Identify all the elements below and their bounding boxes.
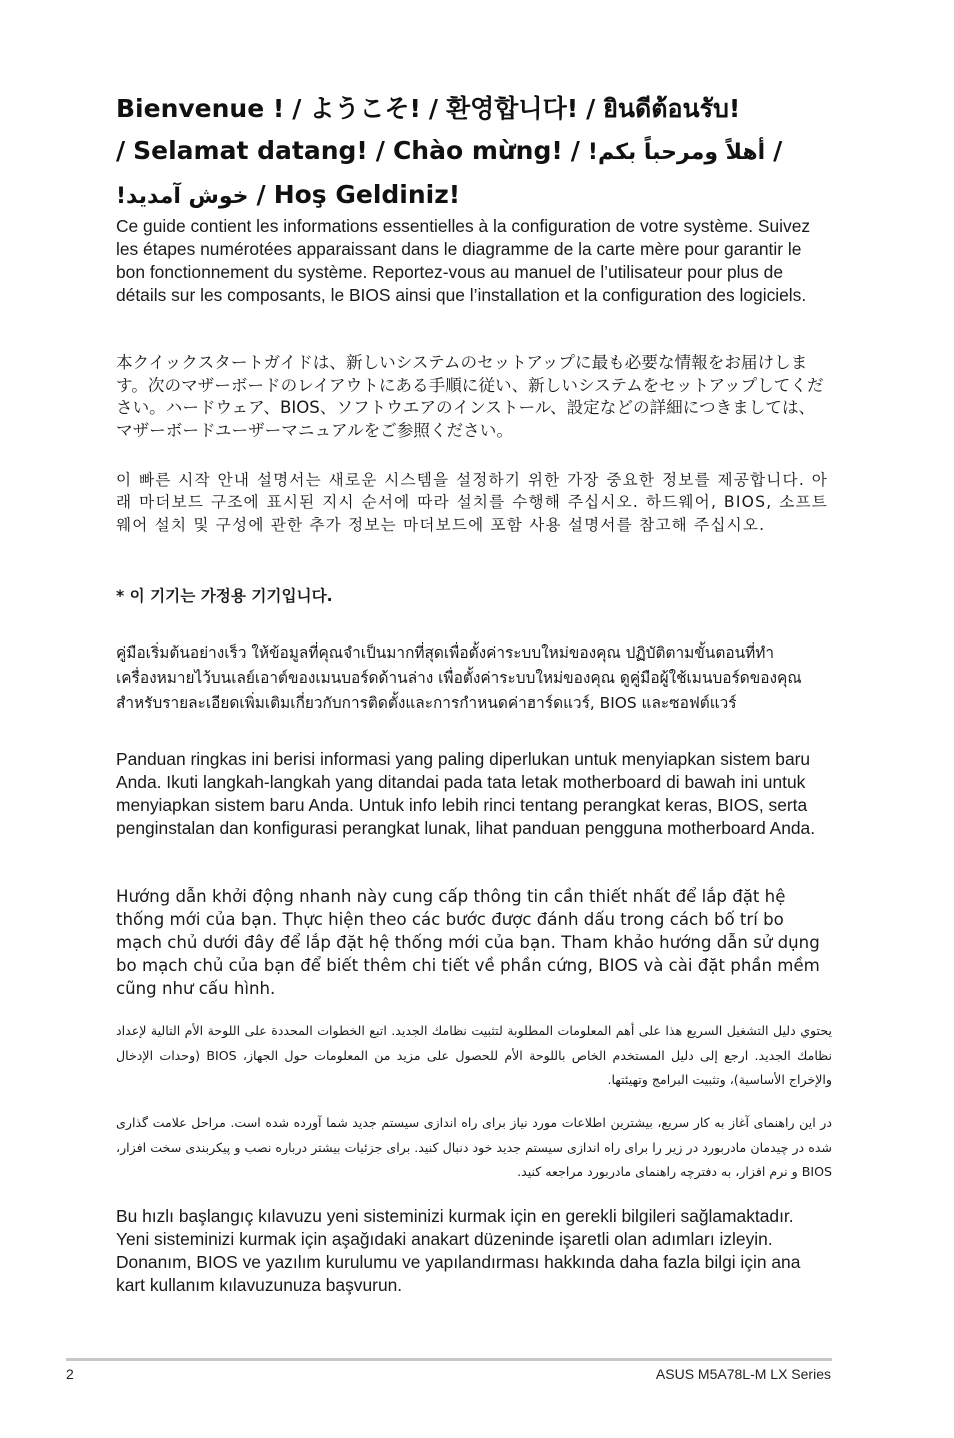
title-vietnamese: Chào mừng! — [392, 136, 563, 165]
title-japanese: ようこそ! — [309, 94, 421, 123]
title-french: Bienvenue ! — [116, 94, 285, 123]
title-separator: / — [292, 94, 302, 123]
page-number: 2 — [66, 1366, 74, 1382]
paragraph-indonesian: Panduan ringkas ini berisi informasi yang paling diperlukan untuk menyiapkan sistem baru Anda. Ikuti langkah-langkah yang ditandai pada tata letak motherboard di bawah ini untuk menyiapkan sistem baru Anda. Untuk info lebih rinci tentang perangkat keras, BIOS, serta penginstalan dan konfigurasi perangkat lunak, lihat panduan pengguna motherboard Anda. — [116, 749, 816, 838]
welcome-title — [116, 88, 836, 218]
title-separator: / — [256, 180, 266, 209]
title-persian: خوش آمدید! — [116, 184, 249, 209]
korean-notice: * 이 기기는 가정용 기기입니다. — [116, 587, 333, 605]
title-separator: / — [586, 94, 596, 123]
paragraph-thai: คู่มือเริ่มต้นอย่างเร็ว ให้ข้อมูลที่คุณจำเป็นมากที่สุดเพื่อตั้งค่าระบบใหม่ของคุณ ปฏิบัติตามขั้นตอนที่ทำเครื่องหมายไว้บนเลย์เอาต์ของเมนบอร์ดด้านล่าง เพื่อตั้งค่าระบบใหม่ของคุณ ดูคู่มือผู้ใช้เมนบอร์ดของคุณสำหรับรายละเอียดเพิ่มเติมเกี่ยวกับการติดตั้งและการกำหนดค่าฮาร์ดแวร์, BIOS และซอฟต์แวร์ — [116, 644, 802, 712]
paragraph-french: Ce guide contient les informations essentielles à la configuration de votre système. Suivez les étapes numérotées apparaissant dans le diagramme de la carte mère pour garantir le bon fonctionnement du système. Reportez-vous au manuel de l’utilisateur pour plus de détails sur les composants, le BIOS ainsi que l’installation et la configuration des logiciels. — [116, 216, 811, 305]
paragraph-japanese: 本クイックスタートガイドは、新しいシステムのセットアップに最も必要な情報をお届けします。次のマザーボードのレイアウトにある手順に従い、新しいシステムをセットアップしてください。ハードウェア、BIOS、ソフトウエアのインストール、設定などの詳細につきましては、マザーボードユーザーマニュアルをご参照ください。 — [116, 353, 824, 440]
product-series: ASUS M5A78L-M LX Series — [655, 1366, 831, 1382]
title-indonesian: Selamat datang! — [133, 136, 368, 165]
footer-divider — [66, 1358, 832, 1361]
title-separator: / — [375, 136, 385, 165]
paragraph-korean: 이 빠른 시작 안내 설명서는 새로운 시스템을 설정하기 위한 가장 중요한 정보를 제공합니다. 아래 마더보드 구조에 표시된 지시 순서에 따라 설치를 수행해 주십시오. 하드웨어, BIOS, 소프트웨어 설치 및 구성에 관한 추가 정보는 마더보드에 포함 사용 설명서를 참고해 주십시오. — [116, 471, 828, 534]
paragraph-turkish: Bu hızlı başlangıç kılavuzu yeni sisteminizi kurmak için en gerekli bilgileri sağlamaktadır. Yeni sisteminizi kurmak için aşağıdaki anakart düzeninde işaretli olan adımları izleyin. Donanım, BIOS ve yazılım kurulumu ve yapılandırması hakkında daha fazla bilgi için ana kart kullanım kılavuzunuza başvurun. — [116, 1206, 801, 1295]
title-korean: 환영합니다! — [445, 94, 579, 123]
paragraph-arabic: يحتوي دليل التشغيل السريع هذا على أهم المعلومات المطلوبة لتثبيت نظامك الجديد. اتبع الخطوات المحددة على اللوحة الأم التالية لإعداد نظامك الجديد. ارجع إلى دليل المستخدم الخاص باللوحة الأم للحصول على مزيد من المعلومات حول الجهاز، BIOS (وحدات الإدخال والإخراج الأساسية)، وتثبيت البرامج وتهيئتها. — [116, 1023, 832, 1087]
title-separator: / — [428, 94, 438, 123]
title-separator: / — [570, 136, 580, 165]
paragraph-persian: در این راهنمای آغاز به کار سریع، بیشترین اطلاعات مورد نیاز برای راه اندازی سیستم جدید شما آورده شده است. مراحل علامت گذاری شده در چیدمان مادربورد در زیر را برای راه اندازی سیستم جدید خود دنبال کنید. برای جزئیات بیشتر درباره نصب و پیکربندی سخت افزار، BIOS و نرم افزار، به دفترچه راهنمای مادربورد مراجعه کنید. — [116, 1115, 832, 1179]
title-arabic: أهلاً ومرحباً بكم! — [587, 140, 766, 165]
paragraph-vietnamese: Hướng dẫn khởi động nhanh này cung cấp thông tin cần thiết nhất để lắp đặt hệ thống mới của bạn. Thực hiện theo các bước được đánh dấu trong cách bố trí bo mạch chủ dưới đây để lắp đặt hệ thống mới của bạn. Tham khảo hướng dẫn sử dụng bo mạch chủ của bạn để biết thêm chi tiết về phần cứng, BIOS và cài đặt phần mềm cũng như cấu hình. — [116, 887, 820, 998]
title-thai: ยินดีต้อนรับ! — [603, 94, 741, 123]
title-turkish: Hoş Geldiniz! — [273, 180, 461, 209]
title-separator: / — [773, 136, 783, 165]
title-separator: / — [116, 136, 126, 165]
